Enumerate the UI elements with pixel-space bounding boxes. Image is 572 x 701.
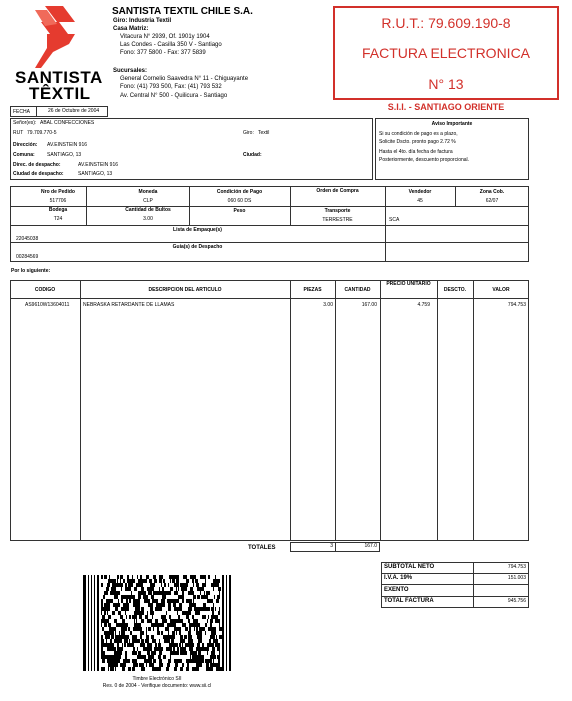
fecha-label: FECHA [13,109,30,115]
order-label: Orden de Compra [316,188,359,194]
timbre-barcode [83,575,231,671]
sucursal-line: Fono: (41) 793 500, Fax: (41) 793 532 [120,84,222,90]
empaque-value: 22045038 [16,236,39,242]
aviso-line: Posteriormente, descuento proporcional. [379,157,470,163]
order-label: Zona Cob. [479,189,505,195]
order-value: TERRESTRE [322,217,353,223]
order-label: Transporte [324,208,351,214]
item-description: NEBRASKA RETARDANTE DE LLAMAS [83,302,175,308]
logo-text-textil: TÊXTIL [29,84,91,103]
aviso-line: Si su condición de pago es a plazo, [379,131,458,137]
guia-value: 00284569 [16,254,39,260]
comuna-label: Comuna: [13,152,35,158]
item-precio: 4.759 [417,302,430,308]
direccion-label: Dirección: [13,142,38,148]
direccion-value: AV.EINSTEIN 916 [47,142,88,148]
casa-matriz-label: Casa Matriz: [113,26,149,32]
guia-label: Guía(s) de Despacho [172,244,223,250]
order-label: Vendedor [408,189,432,195]
comuna-value: SANTIAGO, 13 [47,152,82,158]
por-lo-siguiente: Por lo siguiente: [11,268,51,274]
fecha-value: 26 de Octubre de 2004 [48,108,100,114]
order-label: Peso [233,208,246,214]
despacho-dir-value: AV.EINSTEIN 916 [78,162,119,168]
order-value: 62/07 [485,198,499,204]
despacho-dir-label: Direc. de despacho: [13,162,61,168]
col-header: DESCRIPCION DEL ARTICULO [148,287,222,293]
subtotal-value: 794.753 [507,564,526,570]
aviso-line: Hasta el 4to. día fecha de factura [379,149,453,155]
order-label: Bodega [48,207,68,213]
order-label: Nro de Pedido [41,189,75,195]
aviso-line: Solicite Dscto. pronto pago 2.72 % [379,139,456,145]
sucursal-line: Av. Central N° 500 - Quilicura - Santiago [120,93,228,99]
iva-label: I.V.A. 19% [384,575,413,581]
company-name: SANTISTA TEXTIL CHILE S.A. [112,6,253,17]
totales-cantidad: 167.0 [364,543,377,549]
order-value: SCA [389,217,400,223]
company-logo [13,4,103,103]
client-giro-value: Textil [258,130,270,136]
order-value: 060 60 DS [227,198,252,204]
order-value: 517706 [49,198,67,204]
col-header: VALOR [492,287,510,293]
order-value: T24 [53,216,63,222]
despacho-ciudad-label: Ciudad de despacho: [13,171,64,177]
total-factura-label: TOTAL FACTURA [384,598,434,604]
logo-text-santista: SANTISTA [15,68,103,87]
sucursales-label: Sucursales: [113,68,148,74]
sii-office: S.I.I. - SANTIAGO ORIENTE [387,102,505,112]
order-label: Condición de Pago [216,189,263,195]
order-label: Cantidad de Bultos [125,207,171,213]
iva-value: 151.003 [507,575,526,581]
client-giro-label: Giro: [243,130,254,136]
casa-matriz-line: Vitacura N° 2939, Of. 1901y 1904 [120,34,210,40]
rut-number: R.U.T.: 79.609.190-8 [381,15,511,31]
col-header: DESCTO. [443,287,467,293]
col-header: CANTIDAD [344,287,371,293]
ciudad-label: Ciudad: [243,152,262,158]
exento-label: EXENTO [384,587,409,593]
item-cantidad: 167.00 [361,302,377,308]
document-type: FACTURA ELECTRONICA [361,45,531,61]
col-header: CODIGO [34,287,56,293]
timbre-line2: Res. 0 de 2004 - Verifique documento: www.sii.cl [102,683,212,689]
item-piezas: 3.00 [323,302,333,308]
order-value: CLP [143,198,153,204]
order-value: 3.00 [143,216,153,222]
total-factura-value: 945.756 [507,598,526,604]
col-header: PIEZAS [303,287,322,293]
company-giro: Giro: Industria Textil [113,18,172,24]
senores-value: ABAL CONFECCIONES [40,120,95,126]
rut-box [333,6,559,100]
order-label: Moneda [138,189,158,195]
despacho-ciudad-value: SANTIAGO, 13 [78,171,113,177]
casa-matriz-line: Las Condes - Casilla 350 V - Santiago [120,42,222,48]
col-header: PRECIO UNITARIO [386,281,431,287]
sucursal-line: General Cornelio Saavedra N° 11 - Chiguayante [120,76,249,82]
client-rut-value: 79.709.770-5 [27,130,57,136]
pdf417-barcode-icon [83,575,231,671]
order-value: 45 [417,198,423,204]
senores-label: Señor(es): [13,120,37,126]
client-rut-label: RUT [13,130,24,136]
invoice-number: N° 13 [428,76,464,92]
aviso-title: Aviso Importante [431,121,473,127]
timbre-line1: Timbre Electrónico SII [132,676,182,682]
casa-matriz-line: Fono: 377 5800 - Fax: 377 5839 [120,50,206,56]
client-box [10,118,373,180]
empaque-label: Lista de Empaque(s) [173,227,222,233]
logo-mark-icon [13,4,103,70]
items-table [10,280,529,541]
item-valor: 794.753 [507,302,526,308]
item-code: AS9610W13604011 [25,302,70,308]
subtotal-label: SUBTOTAL NETO [384,564,435,570]
totales-label: TOTALES [248,545,276,551]
totales-piezas: 3 [330,543,333,549]
